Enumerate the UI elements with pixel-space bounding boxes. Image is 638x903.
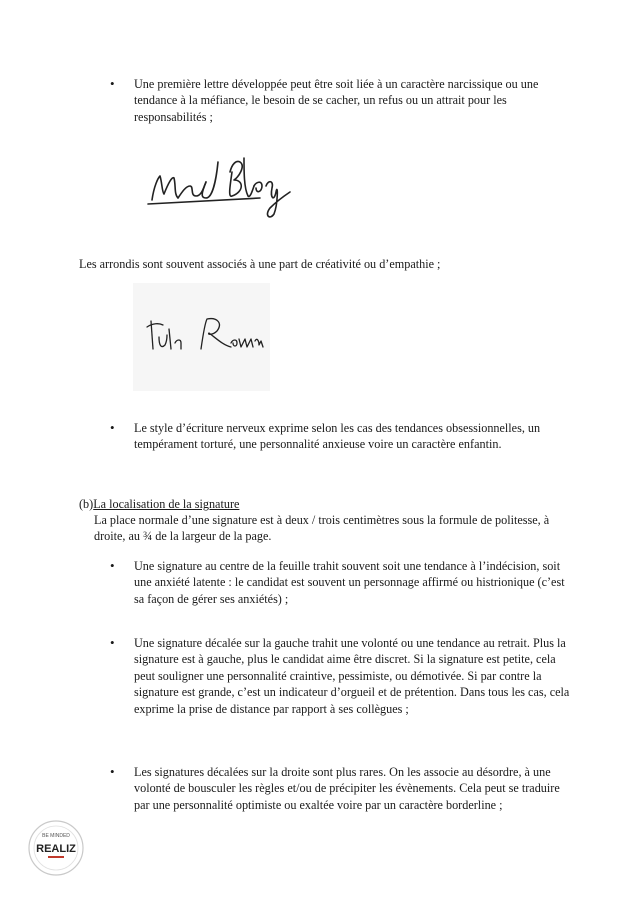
bullet-marker: • bbox=[110, 635, 115, 650]
logo-top-text: BE MINDED bbox=[42, 833, 70, 839]
realiz-logo bbox=[26, 818, 86, 878]
bullet-text: Le style d’écriture nerveux exprime selon les cas des tendances obsessionnelles, un tempérament torturé, une personnalité anxieuse voire un caractère enfantin. bbox=[134, 421, 541, 452]
bullet-gauche bbox=[112, 635, 572, 735]
logo-name: REALIZ bbox=[36, 843, 76, 855]
bullet-text: Une signature décalée sur la gauche trahit une volonté ou une tendance au retrait. Plus la signature est à gauche, plus le candidat aime être discret. Si la signature est petite, cela peut souligner une personnalité craintive, pessimiste, ou démotivée. Si par contre la signature est grande, c’est un indicateur d’orgueil et de prétention. Dans tous les cas, cela exprime la prise de distance par rapport à ses collègues ; bbox=[134, 636, 570, 716]
bullet-nerveux bbox=[112, 420, 572, 470]
bullet-marker: • bbox=[110, 76, 115, 91]
section-b-heading bbox=[79, 496, 609, 512]
signature-romains-image bbox=[133, 283, 270, 391]
arrondis-paragraph: Les arrondis sont souvent associés à une part de créativité ou d’empathie ; bbox=[79, 257, 441, 271]
bullet-marker: • bbox=[110, 558, 115, 573]
signature-med-blog-image bbox=[140, 142, 300, 222]
bullet-text: Les signatures décalées sur la droite sont plus rares. On les associe au désordre, à une volonté de bousculer les règles et/ou de précipiter les évènements. Cela peut se traduire par une personnalité optimiste ou exaltée voire par un caractère borderline ; bbox=[134, 765, 560, 812]
bullet-centre bbox=[112, 558, 572, 610]
bullet-marker: • bbox=[110, 420, 115, 435]
bullet-first-letter bbox=[112, 76, 572, 128]
bullet-marker: • bbox=[110, 764, 115, 779]
section-b-intro: La place normale d’une signature est à deux / trois centimètres sous la formule de politesse, à droite, au ¾ de la largeur de la page. bbox=[94, 513, 550, 544]
bullet-droite bbox=[112, 764, 572, 832]
section-b-title: La localisation de la signature bbox=[93, 497, 240, 511]
section-b-prefix: (b) bbox=[79, 497, 94, 511]
bullet-text: Une signature au centre de la feuille trahit souvent soit une tendance à l’indécision, soit une anxiété latente : le candidat est souvent un personnage affirmé ou histrionique (c’est sa façon de gérer ses anxiétés) ; bbox=[134, 559, 565, 606]
bullet-text: Une première lettre développée peut être soit liée à un caractère narcissique ou une tendance à la méfiance, le besoin de se cacher, un refus ou un attrait pour les responsabilités ; bbox=[134, 77, 539, 124]
